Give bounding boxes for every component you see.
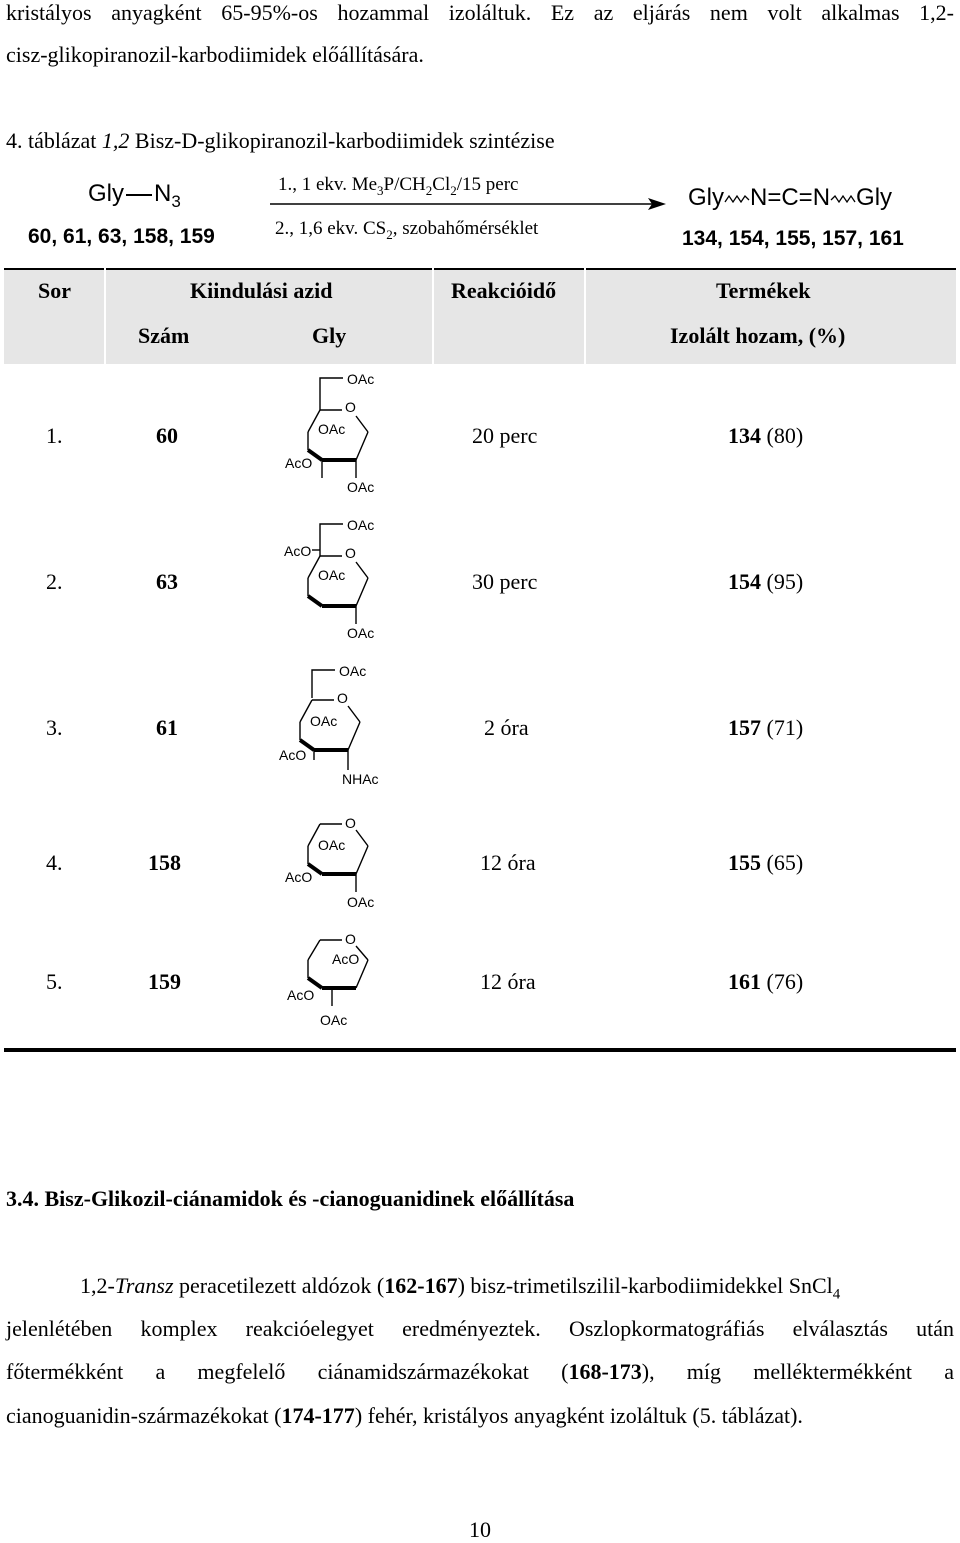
r5-aco-2: AcO: [332, 951, 360, 967]
intro-line-1: kristályos anyagként 65-95%-os hozammal izoláltuk. Ez az eljárás nem volt alkalmas 1,2-: [6, 0, 954, 25]
row2-product: [728, 569, 803, 595]
r1-oac-top: OAc: [347, 371, 375, 387]
reaction-arrow: [268, 196, 668, 212]
page-number: 10: [469, 1517, 491, 1542]
para-line-3: [6, 1359, 954, 1389]
header-reakcioido: Reakcióidő: [451, 278, 557, 303]
wavy-bond-left-icon: [724, 192, 750, 206]
intro-line-2: cisz-glikopiranozil-karbodiimidek előállítására.: [6, 42, 424, 67]
table-top-rule: [4, 268, 956, 270]
header-gly: Gly: [312, 323, 347, 348]
section-heading: 3.4. Bisz-Glikozil-ciánamidok és -cianoguanidinek előállítása: [6, 1186, 575, 1211]
p1-bold: 162-167: [384, 1273, 458, 1298]
row1-structure: [270, 366, 390, 498]
row2-hozam: (95): [761, 569, 804, 594]
row1-ido: 20 perc: [472, 423, 538, 448]
caption-italic: 1,2: [101, 128, 135, 153]
row2-sor: 2.: [46, 569, 63, 594]
header-hozam: Izolált hozam, (%): [670, 323, 846, 348]
product-ncn: N=C=N: [750, 184, 831, 211]
para-line-1: [80, 1273, 840, 1303]
row3-termek: 157: [728, 715, 761, 740]
header-termekek: Termékek: [716, 278, 811, 303]
r2-ring-o: O: [345, 545, 356, 561]
header-divider-2: [432, 268, 434, 364]
p3-b: ), míg melléktermékként a: [641, 1359, 955, 1384]
step1-sub3: 3: [377, 182, 384, 198]
r2-aco: AcO: [284, 543, 312, 559]
step1-b: P/CH: [383, 174, 426, 195]
p1-b: peracetilezett aldózok (: [173, 1273, 385, 1298]
row3-sor: 3.: [46, 715, 63, 740]
row2-ido: 30 perc: [472, 569, 538, 594]
p3-a: főtermékként a megfelelő ciánamidszármazékokat (: [6, 1359, 569, 1384]
row1-termek: 134: [728, 423, 761, 448]
row1-product: [728, 423, 803, 449]
r2-oac-top: OAc: [347, 517, 375, 533]
r1-aco: AcO: [285, 455, 313, 471]
row4-ido: 12 óra: [480, 850, 536, 875]
row4-sor: 4.: [46, 850, 63, 875]
step2-sub2: 2: [386, 226, 393, 242]
row1-hozam: (80): [761, 423, 804, 448]
r3-nhac: NHAc: [342, 771, 379, 787]
row3-hozam: (71): [761, 715, 804, 740]
header-divider-1: [104, 268, 106, 364]
caption-prefix: 4. táblázat: [6, 128, 102, 153]
reactant-gly: Gly: [88, 180, 124, 207]
step1-sub2a: 2: [425, 182, 433, 198]
reactant-azide: N: [154, 180, 172, 207]
header-sor: Sor: [38, 278, 71, 303]
r4-aco: AcO: [285, 869, 313, 885]
reactant-numbers: 60, 61, 63, 158, 159: [28, 225, 215, 248]
caption-text: Bisz-D-glikopiranozil-karbodiimidek szintézise: [134, 128, 555, 153]
row5-product: [728, 969, 803, 995]
r4-ring-o: O: [345, 815, 356, 831]
para-line-2: jelenlétében komplex reakcióelegyet eredményeztek. Oszlopkormatográfiás elválasztás után: [6, 1316, 954, 1341]
r2-oac-bottom: OAc: [347, 625, 375, 641]
reactant-bond: [126, 194, 152, 196]
product-gly-left: Gly: [688, 184, 724, 211]
header-szam: Szám: [138, 323, 190, 348]
row1-sor: 1.: [46, 423, 63, 448]
r3-aco: AcO: [279, 747, 307, 763]
step1-a: 1., 1 ekv. Me: [278, 174, 378, 195]
row4-structure: [270, 808, 390, 916]
row3-structure: [262, 658, 392, 790]
row4-termek: 155: [728, 850, 761, 875]
r1-oac-2: OAc: [318, 421, 346, 437]
scheme-reactant: [88, 180, 181, 212]
step1-sub2b: 2: [450, 182, 457, 198]
row5-structure: [270, 926, 390, 1030]
r1-oac-bottom: OAc: [347, 479, 375, 495]
row4-hozam: (65): [761, 850, 804, 875]
r4-oac-2: OAc: [318, 837, 346, 853]
r3-oac-2: OAc: [310, 713, 338, 729]
table-caption: [6, 128, 555, 154]
p3-bold: 168-173: [568, 1359, 642, 1384]
row3-szam: 61: [156, 715, 178, 740]
header-divider-3: [584, 268, 586, 364]
p4-a: cianoguanidin-származékokat (: [6, 1403, 282, 1428]
r1-ring-o: O: [345, 399, 356, 415]
row5-termek: 161: [728, 969, 761, 994]
p1-a: 1,2-: [80, 1273, 115, 1298]
step2-b: , szobahőmérséklet: [392, 218, 539, 239]
row2-szam: 63: [156, 569, 178, 594]
row3-ido: 2 óra: [484, 715, 529, 740]
header-kiindulasi: Kiindulási azid: [190, 278, 333, 303]
step1-d: /15 perc: [456, 174, 519, 195]
para-line-4: [6, 1403, 803, 1429]
p1-c: ) bisz-trimetilszilil-karbodiimidekkel SnCl: [457, 1273, 833, 1298]
r5-ring-o: O: [345, 931, 356, 947]
scheme-product: [688, 184, 892, 212]
row5-hozam: (76): [761, 969, 804, 994]
p4-bold: 174-177: [281, 1403, 355, 1428]
r3-oac-top: OAc: [339, 663, 367, 679]
row1-szam: 60: [156, 423, 178, 448]
r4-oac-bottom: OAc: [347, 894, 375, 910]
p4-b: ) fehér, kristályos anyagként izoláltuk (5. táblázat).: [354, 1403, 803, 1428]
table-bottom-rule: [4, 1048, 956, 1052]
row3-product: [728, 715, 803, 741]
wavy-bond-right-icon: [830, 192, 856, 206]
row5-szam: 159: [148, 969, 181, 994]
product-numbers: 134, 154, 155, 157, 161: [682, 227, 904, 250]
r5-aco: AcO: [287, 987, 315, 1003]
scheme-step-2: [275, 218, 538, 243]
step2-a: 2., 1,6 ekv. CS: [275, 218, 387, 239]
row2-termek: 154: [728, 569, 761, 594]
step1-c: Cl: [432, 174, 451, 195]
p1-sub: 4: [832, 1286, 841, 1303]
row5-ido: 12 óra: [480, 969, 536, 994]
r5-oac-bottom: OAc: [320, 1012, 348, 1028]
reactant-sub: 3: [171, 191, 181, 211]
r3-ring-o: O: [337, 690, 348, 706]
row4-product: [728, 850, 803, 876]
row2-structure: [270, 512, 390, 644]
row5-sor: 5.: [46, 969, 63, 994]
r2-oac-2: OAc: [318, 567, 346, 583]
row4-szam: 158: [148, 850, 181, 875]
product-gly-right: Gly: [856, 184, 893, 211]
p1-italic: Transz: [114, 1273, 174, 1298]
